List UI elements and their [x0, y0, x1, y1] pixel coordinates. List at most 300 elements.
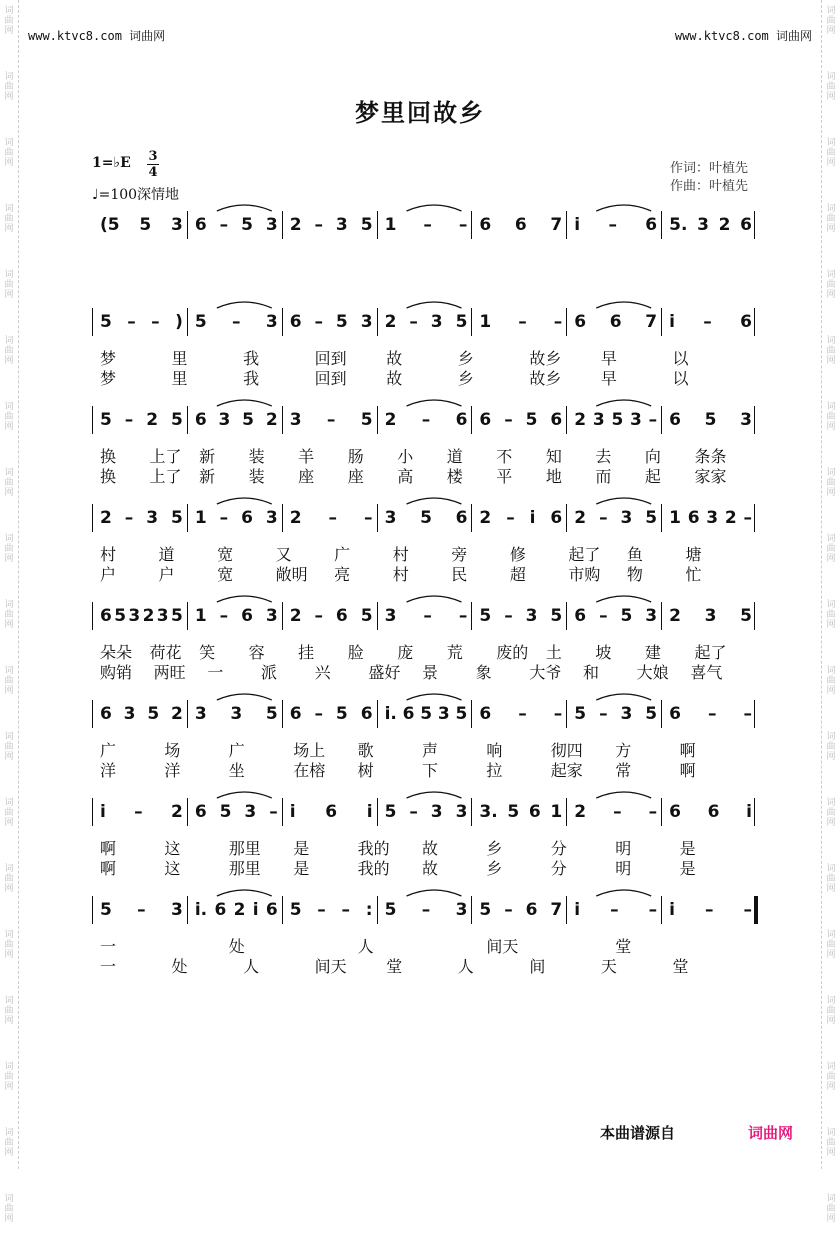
tempo-marking: ♩=100深情地: [92, 187, 180, 203]
lyric-word: 楼: [446, 467, 463, 486]
edge-watermark-mark: 词 曲 网: [4, 930, 14, 960]
measure-notes: 2 3 5 3 –: [574, 410, 658, 430]
lyric-word: 修: [509, 545, 526, 564]
bar-line: [754, 406, 755, 434]
edge-watermark-mark: 词 曲 网: [826, 930, 836, 960]
lyric-word: 又: [275, 545, 292, 564]
measure-row: [92, 408, 756, 432]
measure: [471, 310, 566, 334]
lyric-word: 乡: [457, 369, 474, 388]
measure: [661, 800, 756, 824]
edge-watermark-mark: 词 曲 网: [826, 6, 836, 36]
measure: [377, 800, 472, 824]
measure: [92, 310, 187, 334]
measure-notes: 6 6 7: [479, 215, 563, 235]
site-url-right[interactable]: www.ktvc8.com 词曲网: [674, 29, 812, 43]
lyric-word: 故乡: [529, 349, 562, 368]
lyric-word: 两旺: [153, 663, 186, 682]
bar-line: [754, 602, 755, 630]
song-title: 梦里回故乡: [355, 99, 485, 127]
final-bar-line: [754, 896, 758, 924]
measure: [92, 898, 187, 922]
lyric-word: 户: [100, 565, 117, 584]
measure-notes: 5. 3 2 6: [669, 215, 752, 235]
bar-line: [187, 504, 188, 532]
lyric-word: 响: [486, 741, 503, 760]
measure: [282, 213, 377, 237]
measure: [92, 800, 187, 824]
lyric-word: 树: [357, 761, 374, 780]
lyric-word: 故: [386, 369, 403, 388]
measure: [566, 213, 661, 237]
slur: [596, 890, 651, 896]
edge-watermark-mark: 词 曲 网: [4, 798, 14, 828]
measure: [566, 310, 661, 334]
time-signature: [147, 150, 159, 179]
bar-line: [661, 308, 662, 336]
meter-bottom: 4: [148, 165, 158, 180]
lyric-word: 建: [644, 643, 661, 662]
slur: [407, 890, 462, 896]
measure-notes: 3. 5 6 1: [479, 802, 563, 822]
lyric-word: 超: [509, 565, 526, 584]
edge-watermark-mark: 词 曲 网: [826, 270, 836, 300]
slur: [596, 302, 651, 308]
lyric-word: 地: [545, 467, 562, 486]
lyric-word: 那里: [228, 839, 261, 858]
bar-line: [187, 602, 188, 630]
slur: [596, 498, 651, 504]
lyric-word: 乡: [457, 349, 474, 368]
measure-notes: 6 – 5 6: [289, 704, 373, 724]
bar-line: [377, 211, 378, 239]
lyric-word: 向: [644, 447, 661, 466]
measure: [377, 604, 472, 628]
measure-notes: 6 5 3: [669, 410, 752, 430]
lyric-word: 羊: [298, 447, 315, 466]
measure: [282, 898, 377, 922]
edge-watermark-mark: 词 曲 网: [826, 468, 836, 498]
measure-notes: 6 – –: [669, 704, 752, 724]
slur: [407, 694, 462, 700]
lyric-word: 朵朵: [100, 643, 133, 662]
bar-line: [187, 798, 188, 826]
lyric-word: 明: [615, 859, 632, 878]
lyric-word: 洋: [100, 761, 117, 780]
edge-watermark-mark: 词 曲 网: [826, 72, 836, 102]
measure: [377, 213, 472, 237]
measure-notes: i – –: [669, 900, 752, 920]
lyric-word: 大爷: [529, 663, 562, 682]
measure-notes: 6 6 i: [669, 802, 752, 822]
lyric-word: 宽: [217, 565, 234, 584]
lyric-word: 啊: [679, 761, 696, 780]
slur: [596, 205, 651, 211]
slur: [596, 400, 651, 406]
edge-watermark-mark: 词 曲 网: [826, 534, 836, 564]
bar-line: [661, 798, 662, 826]
measure: [282, 506, 377, 530]
measure-notes: 5 – 3: [100, 900, 183, 920]
measure-notes: 1 – 6 3: [194, 508, 278, 528]
measure: [661, 898, 756, 922]
measure: [92, 702, 187, 726]
bar-line: [566, 602, 567, 630]
lyric-word: 家家: [694, 467, 727, 486]
lyric-word: 故乡: [529, 369, 562, 388]
measure: [187, 800, 282, 824]
bar-line: [187, 700, 188, 728]
measure-notes: 6 – 5 3: [289, 312, 373, 332]
bar-line: [754, 211, 755, 239]
lyric-word: 新: [199, 447, 216, 466]
bar-line: [661, 700, 662, 728]
lyric-word: 宽: [217, 545, 234, 564]
edge-watermark-mark: 词 曲 网: [826, 1062, 836, 1092]
lyric-word: 换: [100, 447, 117, 466]
measure-notes: 5 – – ): [100, 312, 183, 332]
measure: [377, 898, 472, 922]
lyric-word: 村: [392, 565, 409, 584]
edge-watermark-mark: 词 曲 网: [4, 270, 14, 300]
lyric-word: 一: [100, 957, 117, 976]
edge-watermark-mark: 词 曲 网: [826, 864, 836, 894]
lyric-word: 荷花: [149, 643, 182, 662]
lyric-word: 上了: [149, 447, 182, 466]
measure-row: [92, 800, 756, 824]
measure-notes: 2 3 5: [669, 606, 752, 626]
measure-notes: 5 – 6 7: [479, 900, 563, 920]
measure: [471, 506, 566, 530]
lyric-word: 笑: [199, 643, 216, 662]
measure-notes: 6 5 3 2 3 5: [100, 606, 183, 626]
lyric-word: 是: [679, 839, 696, 858]
credits: [670, 160, 748, 196]
measure: [471, 898, 566, 922]
measure: [282, 310, 377, 334]
measure-notes: 6 3 5 2: [100, 704, 183, 724]
meter-top: 3: [148, 149, 158, 164]
measure-notes: 6 – 5 3: [194, 215, 278, 235]
measure-notes: 1 6 3 2 –: [669, 508, 752, 528]
lyric-word: 天: [600, 957, 617, 976]
lyric-word: 庞: [397, 643, 414, 662]
lyric-word: 间: [529, 957, 546, 976]
lyric-word: 起了: [568, 545, 601, 564]
measure: [377, 702, 472, 726]
bar-line: [566, 504, 567, 532]
lyric-word: 这: [164, 839, 181, 858]
lyric-word: 亮: [334, 565, 351, 584]
lyric-word: 喜气: [690, 663, 723, 682]
lyric-word: 广: [228, 741, 245, 760]
measure: [187, 408, 282, 432]
lyric-word: 条条: [694, 447, 727, 466]
measure-notes: 5 – 3 5: [479, 606, 563, 626]
edge-watermark-mark: 词 曲 网: [4, 1194, 14, 1224]
lyric-word: 梦: [100, 349, 117, 368]
measure-row: [92, 702, 756, 726]
measure-notes: 6 – 5 6: [479, 410, 563, 430]
measure: [92, 506, 187, 530]
bar-line: [187, 308, 188, 336]
lyric-word: 处: [171, 957, 188, 976]
measure-row: [92, 898, 756, 922]
lyric-word: 脸: [347, 643, 364, 662]
lyric-word: 而: [595, 467, 612, 486]
slur: [217, 596, 272, 602]
bar-line: [282, 798, 283, 826]
right-watermark-strip: [821, 0, 840, 1224]
lyric-word: 处: [228, 937, 245, 956]
lyric-word: 明: [615, 839, 632, 858]
lyric-word: 我: [243, 349, 260, 368]
bar-line: [661, 602, 662, 630]
lyric-word: 人: [457, 957, 474, 976]
slur: [596, 792, 651, 798]
bar-line: [187, 896, 188, 924]
measure-notes: 5 – 3 3: [384, 802, 468, 822]
lyric-word: 起了: [694, 643, 727, 662]
measure-row: [92, 310, 756, 334]
lyric-word: 故: [386, 349, 403, 368]
measure-notes: 6 – 5 3: [574, 606, 658, 626]
lyric-word: 堂: [672, 957, 689, 976]
edge-watermark-mark: 词 曲 网: [826, 732, 836, 762]
measure-notes: 2 – –: [574, 802, 658, 822]
lyric-word: 乡: [486, 839, 503, 858]
measure: [187, 506, 282, 530]
slur: [217, 498, 272, 504]
lyric-word: 换: [100, 467, 117, 486]
left-watermark-strip: [0, 0, 19, 1224]
lyric-word: 广: [334, 545, 351, 564]
measure: [471, 213, 566, 237]
edge-watermark-mark: 词 曲 网: [826, 1128, 836, 1158]
lyric-word: 以: [672, 369, 689, 388]
measure: [282, 800, 377, 824]
measure: [661, 702, 756, 726]
edge-watermark-mark: 词 曲 网: [826, 996, 836, 1026]
site-url-left[interactable]: www.ktvc8.com 词曲网: [28, 29, 166, 43]
measure-notes: 1 – 6 3: [194, 606, 278, 626]
lyric-word: 那里: [228, 859, 261, 878]
slur: [407, 205, 462, 211]
lyric-word: 坐: [228, 761, 245, 780]
bar-line: [377, 700, 378, 728]
lyricist: 作词：叶植先: [669, 161, 748, 176]
lyric-word: 民: [451, 565, 468, 584]
measure: [661, 310, 756, 334]
lyric-word: 是: [293, 859, 310, 878]
lyric-word: 高: [397, 467, 414, 486]
lyric-word: 荒: [446, 643, 463, 662]
lyric-word: 啊: [100, 839, 117, 858]
lyric-word: 盛好: [368, 663, 401, 682]
measure-notes: 2 – –: [289, 508, 373, 528]
lyric-word: 村: [100, 545, 117, 564]
bar-line: [377, 504, 378, 532]
footer-source-label: 本曲谱源自: [600, 1124, 676, 1142]
bar-line: [282, 602, 283, 630]
lyric-word: 我: [243, 369, 260, 388]
bar-line: [92, 308, 93, 336]
lyric-word: 一: [100, 937, 117, 956]
measure-notes: 6 – –: [479, 704, 563, 724]
measure-notes: i 6 i: [289, 802, 373, 822]
edge-watermark-mark: 词 曲 网: [4, 402, 14, 432]
lyric-word: 分: [550, 859, 567, 878]
lyric-word: 是: [293, 839, 310, 858]
bar-line: [754, 700, 755, 728]
lyric-word: 梦: [100, 369, 117, 388]
lyric-word: 购销: [100, 663, 133, 682]
measure: [566, 408, 661, 432]
lyric-word: 里: [171, 349, 188, 368]
measure-notes: 2 – i 6: [479, 508, 563, 528]
bar-line: [92, 798, 93, 826]
bar-line: [92, 700, 93, 728]
lyric-word: 新: [199, 467, 216, 486]
lyric-word: 市购: [568, 565, 601, 584]
lyric-word: 广: [100, 741, 117, 760]
lyric-word: 起: [644, 467, 661, 486]
lyric-word: 装: [248, 447, 265, 466]
measure: [92, 408, 187, 432]
composer: 作曲：叶植先: [669, 179, 748, 194]
measure: [471, 702, 566, 726]
measure-notes: 5 – – :: [289, 900, 373, 920]
measure: [471, 800, 566, 824]
key-signature: 1=♭E: [92, 155, 131, 171]
bar-line: [566, 406, 567, 434]
bar-line: [471, 602, 472, 630]
bar-line: [377, 798, 378, 826]
measure: [661, 213, 756, 237]
lyric-word: 早: [600, 349, 617, 368]
edge-watermark-mark: 词 曲 网: [4, 336, 14, 366]
lyric-word: 肠: [347, 447, 364, 466]
measure-notes: 2 – 3 5: [574, 508, 658, 528]
measure: [566, 800, 661, 824]
lyric-word: 故: [422, 839, 439, 858]
lyric-word: 敞明: [275, 565, 308, 584]
measure: [661, 604, 756, 628]
lyric-word: 村: [392, 545, 409, 564]
measure-row: [92, 604, 756, 628]
lyric-word: 乡: [486, 859, 503, 878]
measure-notes: 2 – 3 5: [384, 312, 468, 332]
footer-logo[interactable]: 词曲网: [748, 1124, 794, 1142]
measure: [187, 604, 282, 628]
measure: [187, 898, 282, 922]
lyric-word: 以: [672, 349, 689, 368]
edge-watermark-mark: 词 曲 网: [4, 468, 14, 498]
lyric-word: 不: [496, 447, 513, 466]
lyric-word: 是: [679, 859, 696, 878]
measure-notes: 1 – –: [384, 215, 468, 235]
bar-line: [661, 211, 662, 239]
slur: [217, 400, 272, 406]
lyric-word: 啊: [679, 741, 696, 760]
bar-line: [377, 308, 378, 336]
lyric-word: 塘: [685, 545, 702, 564]
bar-line: [661, 406, 662, 434]
measure-notes: i – 6: [574, 215, 658, 235]
measure-notes: 6 5 3 –: [194, 802, 278, 822]
edge-watermark-mark: 词 曲 网: [826, 336, 836, 366]
bar-line: [754, 504, 755, 532]
measure-notes: i – 6: [669, 312, 752, 332]
slur: [217, 205, 272, 211]
measure: [187, 213, 282, 237]
lyric-word: 回到: [314, 369, 347, 388]
bar-line: [282, 406, 283, 434]
bar-line: [471, 504, 472, 532]
bar-line: [92, 602, 93, 630]
slur: [596, 694, 651, 700]
lyric-word: 回到: [314, 349, 347, 368]
lyric-word: 场: [164, 741, 181, 760]
bar-line: [471, 700, 472, 728]
bar-line: [92, 504, 93, 532]
lyric-word: 去: [595, 447, 612, 466]
lyric-word: 道: [158, 545, 175, 564]
lyric-word: 挂: [298, 643, 315, 662]
measure-notes: 2 – 6: [384, 410, 468, 430]
bar-line: [187, 211, 188, 239]
slur: [407, 596, 462, 602]
lyric-word: 间天: [314, 957, 347, 976]
lyric-word: 人: [357, 937, 374, 956]
slur: [407, 792, 462, 798]
lyric-word: 啊: [100, 859, 117, 878]
measure: [187, 702, 282, 726]
lyric-word: 人: [243, 957, 260, 976]
measure: [566, 506, 661, 530]
lyric-word: 故: [422, 859, 439, 878]
bar-line: [282, 308, 283, 336]
measure-notes: 6 6 7: [574, 312, 658, 332]
measure-notes: 5 – 3: [194, 312, 278, 332]
lyric-word: 堂: [386, 957, 403, 976]
measure: [566, 604, 661, 628]
measure-notes: i. 6 2 i 6: [194, 900, 278, 920]
lyric-word: 旁: [451, 545, 468, 564]
measure: [377, 506, 472, 530]
bar-line: [661, 896, 662, 924]
edge-watermark-mark: 词 曲 网: [4, 1062, 14, 1092]
bar-line: [471, 406, 472, 434]
measure-notes: 2 – 3 5: [289, 215, 373, 235]
bar-line: [92, 896, 93, 924]
edge-watermark-mark: 词 曲 网: [4, 864, 14, 894]
edge-watermark-mark: 词 曲 网: [826, 204, 836, 234]
lyric-word: 土: [545, 643, 562, 662]
measure: [282, 702, 377, 726]
measure: [471, 408, 566, 432]
lyric-word: 洋: [164, 761, 181, 780]
lyric-word: 间天: [486, 937, 519, 956]
edge-watermark-mark: 词 曲 网: [4, 996, 14, 1026]
lyric-word: 堂: [615, 937, 632, 956]
lyric-word: 彻四: [550, 741, 583, 760]
slur: [217, 694, 272, 700]
edge-watermark-mark: 词 曲 网: [4, 72, 14, 102]
bar-line: [471, 896, 472, 924]
measure: [282, 604, 377, 628]
lyric-word: 兴: [314, 663, 331, 682]
